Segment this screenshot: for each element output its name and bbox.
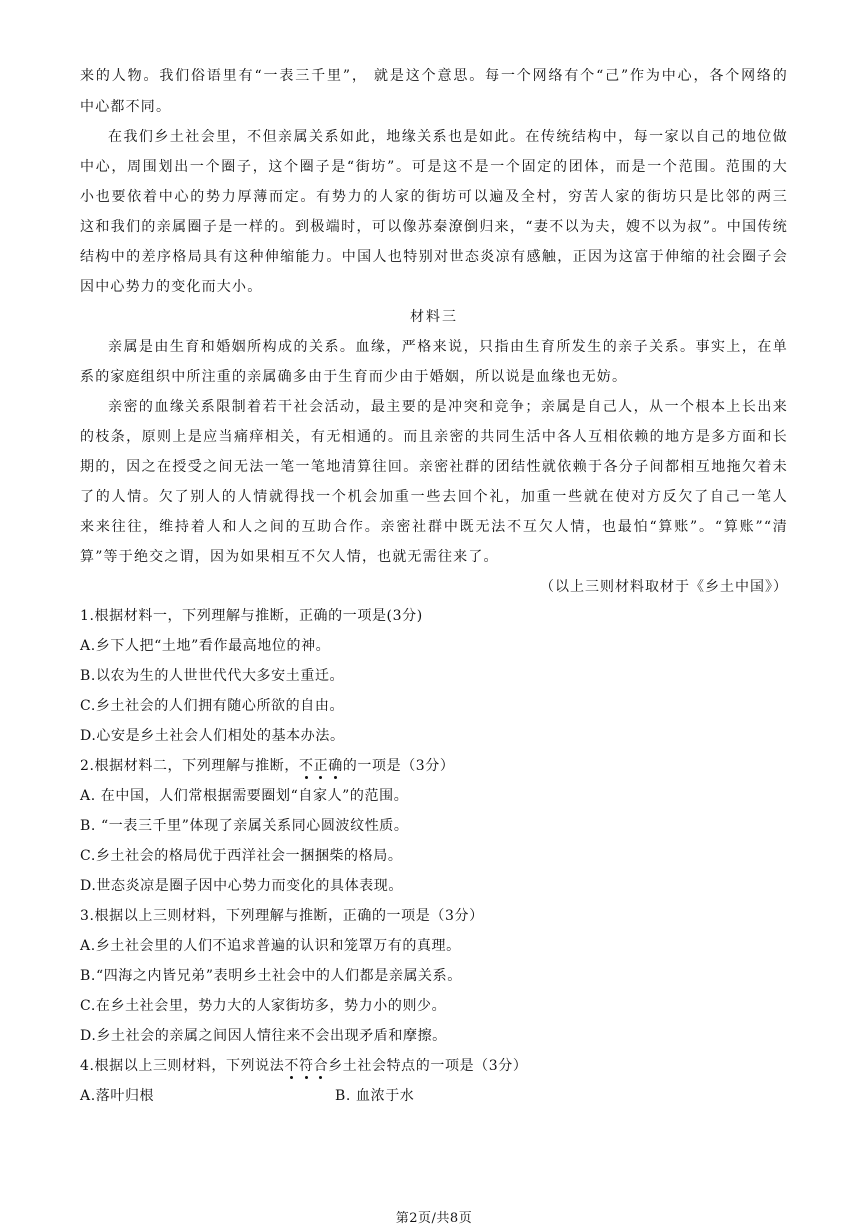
option-c: C.乡土社会的人们拥有随心所欲的自由。 — [80, 698, 345, 714]
text-line: 因中心势力的变化而大小。 — [80, 279, 263, 295]
text-line: 期的，因之在授受之间无法一笔一笔地清算往回。亲密社群的团结性就依赖于各分子间都相互地拖欠着未 — [80, 459, 788, 475]
text-line: 算”等于绝交之谓，因为如果相互不欠人情，也就无需往来了。 — [80, 549, 499, 565]
stem-text: 乡土社会特点的一项是（3分） — [328, 1058, 528, 1074]
page-number: 第2页/共8页 — [395, 1211, 473, 1226]
option-b: B. 血浓于水 — [335, 1088, 415, 1104]
option-a: A. 在中国，人们常根据需要圈划“自家人”的范围。 — [80, 788, 409, 804]
text-line: 在我们乡土社会里，不但亲属关系如此，地缘关系也是如此。在传统结构中，每一家以自己的地位做 — [108, 129, 788, 145]
option-c: C.乡土社会的格局优于西洋社会一捆捆柴的格局。 — [80, 848, 403, 864]
text-line: 亲密的血缘关系限制着若干社会活动，最主要的是冲突和竞争；亲属是自己人，从一个根本上长出来 — [108, 399, 788, 415]
option-a: A.乡土社会里的人们不追求普遍的认识和笼罩万有的真理。 — [80, 938, 461, 954]
emphasis-char: 确 — [328, 758, 343, 774]
question-stem — [80, 1056, 788, 1076]
option-d: D.乡土社会的亲属之间因人情往来不会出现矛盾和摩擦。 — [80, 1028, 447, 1044]
question-stem — [80, 756, 788, 776]
option-b: B. “一表三千里”体现了亲属关系同心圆波纹性质。 — [80, 818, 409, 834]
emphasis-dotted-text — [299, 758, 343, 774]
text-line: 小也要依着中心的势力厚薄而定。有势力的人家的街坊可以遍及全村，穷苦人家的街坊只是比邻的两三 — [80, 189, 788, 205]
text-line: 来的人物。我们俗语里有“一表三千里”， 就是这个意思。每一个网络有个“己”作为中心，各个网络的 — [80, 68, 788, 84]
emphasis-char: 正 — [313, 758, 329, 774]
text-line: 中心，周围划出一个圈子，这个圈子是“街坊”。可是这不是一个固定的团体，而是一个范围。范围的大 — [80, 159, 788, 175]
text-line: 亲属是由生育和婚姻所构成的关系。血缘，严格来说，只指由生育所发生的亲子关系。事实上，在单 — [108, 339, 788, 355]
stem-text: 2.根据材料二，下列理解与推断， — [80, 758, 299, 774]
emphasis-char: 合 — [313, 1058, 329, 1074]
question-stem: 1.根据材料一，下列理解与推断，正确的一项是(3分) — [80, 608, 423, 624]
emphasis-char: 不 — [298, 758, 314, 774]
text-line: 来来往往，维持着人和人之间的互助合作。亲密社群中既无法不互欠人情，也最怕“算账”。“算账”“清 — [80, 519, 788, 535]
option-b: B.“四海之内皆兄弟”表明乡土社会中的人们都是亲属关系。 — [80, 968, 462, 984]
stem-text: 的一项是（3分） — [342, 758, 455, 774]
text-line: 系的家庭组织中所注重的亲属确多由于生育而少由于婚姻，所以说是血缘也无妨。 — [80, 369, 628, 385]
option-d: D.心安是乡土社会人们相处的基本办法。 — [80, 728, 345, 744]
emphasis-char: 符 — [298, 1058, 314, 1074]
text-line: 这和我们的亲属圈子是一样的。到极端时，可以像苏秦潦倒归来，“妻不以为夫，嫂不以为叔”。中国传统 — [80, 219, 788, 235]
option-d: D.世态炎凉是圈子因中心势力而变化的具体表现。 — [80, 878, 403, 894]
option-b: B.以农为生的人世世代代大多安土重迁。 — [80, 668, 345, 684]
text-line: 结构中的差序格局具有这种伸缩能力。中国人也特别对世态炎凉有感触，正因为这富于伸缩的社会圈子会 — [80, 249, 788, 265]
text-line: 中心都不同。 — [80, 99, 172, 115]
option-c: C.在乡土社会里，势力大的人家街坊多，势力小的则少。 — [80, 998, 447, 1014]
text-line: 的枝条，原则上是应当痛痒相关，有无相通的。而且亲密的共同生活中各人互相依赖的地方是多方面和长 — [80, 429, 788, 445]
options-row — [80, 1086, 788, 1106]
stem-text: 4.根据以上三则材料，下列说法 — [80, 1058, 285, 1074]
option-a: A.落叶归根 — [80, 1088, 155, 1104]
text-line: 了的人情。欠了别人的人情就得找一个机会加重一些去回个礼，加重一些就在使对方反欠了自己一笔人 — [80, 489, 788, 505]
option-a: A.乡下人把“土地”看作最高地位的神。 — [80, 638, 331, 654]
question-stem: 3.根据以上三则材料，下列理解与推断，正确的一项是（3分） — [80, 908, 484, 924]
emphasis-dotted-text — [284, 1058, 328, 1074]
emphasis-char: 不 — [284, 1058, 299, 1074]
section-title: 材料三 — [410, 309, 458, 325]
source-note: （以上三则材料取材于《乡土中国》） — [540, 579, 788, 595]
